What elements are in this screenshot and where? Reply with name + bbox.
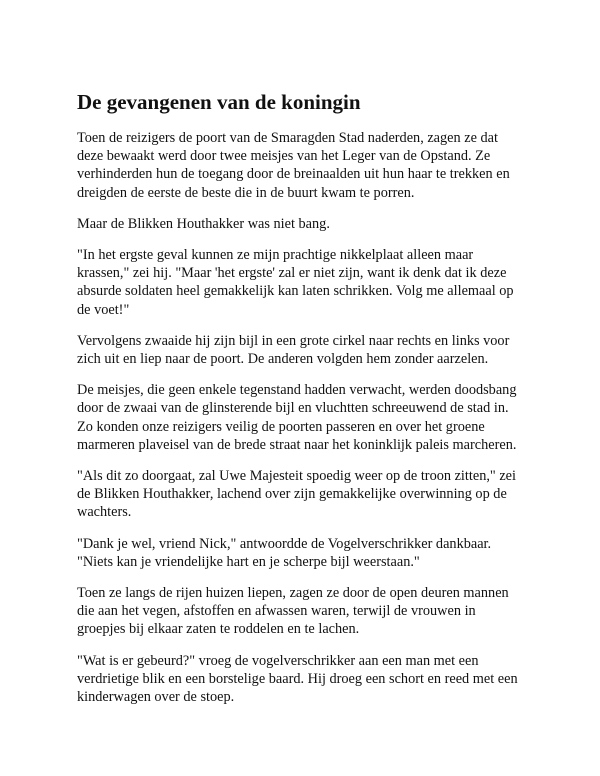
- paragraph-7: "Dank je wel, vriend Nick," antwoordde de Vogelverschrikker dankbaar. "Niets kan je vriendelijke hart en je scherpe bijl weerstaan.": [77, 535, 492, 570]
- paragraph-6: "Als dit zo doorgaat, zal Uwe Majesteit spoedig weer op de troon zitten," zei de Blikken Houthakker, lachend over zijn gemakkelijke overwinning op de wachters.: [77, 468, 516, 521]
- paragraph-2: Maar de Blikken Houthakker was niet bang.: [77, 215, 330, 232]
- document-page: [77, 88, 527, 719]
- paragraph-8: Toen ze langs de rijen huizen liepen, zagen ze door de open deuren mannen die aan het vegen, afstoffen en afwassen waren, terwijl de vrouwen in groepjes bij elkaar zaten te roddelen en te lachen.: [77, 585, 509, 638]
- paragraph-9: "Wat is er gebeurd?" vroeg de vogelverschrikker aan een man met een verdrietige blik en een borstelige baard. Hij droeg een schort en reed met een kinderwagen over de stoep.: [77, 652, 518, 706]
- paragraph-4: Vervolgens zwaaide hij zijn bijl in een grote cirkel naar rechts en links voor zich uit en liep naar de poort. De anderen volgden hem zonder aarzelen.: [77, 332, 510, 368]
- paragraph-5: De meisjes, die geen enkele tegenstand hadden verwacht, werden doodsbang door de zwaai van de glinsterende bijl en vluchtten schreeuwend de stad in. Zo konden onze reizigers veilig de poorten passeren en over het groene marmeren plaveisel van de brede straat naar het koninklijk paleis marcheren.: [77, 382, 517, 453]
- page-title: De gevangenen van de koningin: [77, 90, 361, 114]
- paragraph-3: "In het ergste geval kunnen ze mijn prachtige nikkelplaat alleen maar krassen," zei hij. "Maar 'het ergste' zal er niet zijn, want ik denk dat ik deze absurde soldaten heel gemakkelijk kan laten schrikken. Volg me allemaal op de voet!": [77, 247, 514, 318]
- paragraph-1: Toen de reizigers de poort van de Smaragden Stad naderden, zagen ze dat deze bewaakt werd door twee meisjes van het Leger van de Opstand. Ze verhinderden hun de toegang door de breinaalden uit hun haar te trekken en dreigden de eerste de beste die in de buurt kwam te porren.: [77, 130, 510, 201]
